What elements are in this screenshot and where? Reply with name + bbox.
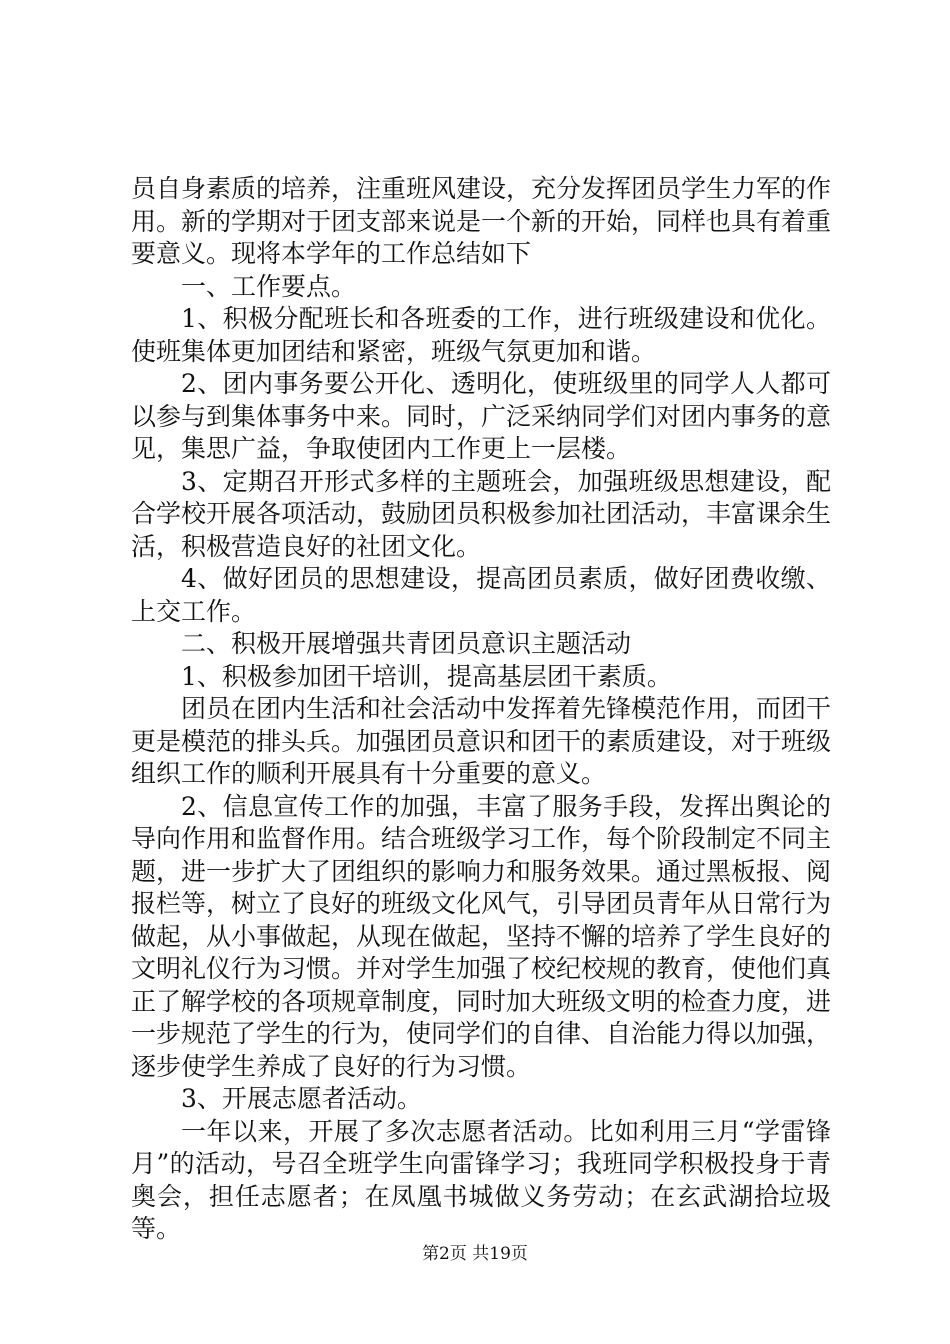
paragraph-training: 1、积极参加团干培训，提高基层团干素质。	[181, 661, 672, 691]
paragraph-continuation: 员自身素质的培养，注重班风建设，充分发挥团员学生力军的作用。新的学期对于团支部来说是一个新的开始，同样也具有着重要意义。现将本学年的工作总结如下	[131, 174, 832, 268]
paragraph-item-2: 2、团内事务要公开化、透明化，使班级里的同学人人都可以参与到集体事务中来。同时，广泛采纳同学们对团内事务的意见，集思广益，争取使团内工作更上一层楼。	[131, 369, 832, 463]
paragraph-volunteer-detail: 一年以来，开展了多次志愿者活动。比如利用三月“学雷锋月”的活动，号召全班学生向雷锋学习；我班同学积极投身于青奥会，担任志愿者；在凤凰书城做义务劳动；在玄武湖拾垃圾等。	[131, 1116, 831, 1243]
document-body	[131, 173, 831, 1246]
paragraph-item-4: 4、做好团员的思想建设，提高团员素质，做好团费收缴、上交工作。	[131, 564, 831, 626]
section-heading-activities: 二、积极开展增强共青团员意识主题活动	[181, 629, 632, 658]
paragraph-item-3: 3、定期召开形式多样的主题班会，加强班级思想建设，配合学校开展各项活动，鼓励团员积极参加社团活动，丰富课余生活，积极营造良好的社团文化。	[131, 466, 832, 561]
section-heading-work-points: 一、工作要点。	[181, 271, 357, 301]
paragraph-volunteer-heading: 3、开展志愿者活动。	[181, 1084, 422, 1113]
paragraph-item-1: 1、积极分配班长和各班委的工作，进行班级建设和优化。使班集体更加团结和紧密，班级气氛更加和谐。	[131, 304, 831, 366]
page-number-footer: 第2页 共19页	[422, 1244, 528, 1264]
paragraph-publicity: 2、信息宣传工作的加强，丰富了服务手段，发挥出舆论的导向作用和监督作用。结合班级学习工作，每个阶段制定不同主题，进一步扩大了团组织的影响力和服务效果。通过黑板报、阅报栏等，树立了良好的班级文化风气，引导团员青年从日常行为做起，从小事做起，从现在做起，坚持不懈的培养了学生良好的文明礼仪行为习惯。并对学生加强了校纪校规的教育，使他们真正了解学校的各项规章制度，同时加大班级文明的检查力度，进一步规范了学生的行为，使同学们的自律、自治能力得以加强，逐步使学生养成了良好的行为习惯。	[131, 791, 832, 1081]
paragraph-member-role: 团员在团内生活和社会活动中发挥着先锋模范作用，而团干更是模范的排头兵。加强团员意识和团干的素质建设，对于班级组织工作的顺利开展具有十分重要的意义。	[131, 694, 832, 788]
